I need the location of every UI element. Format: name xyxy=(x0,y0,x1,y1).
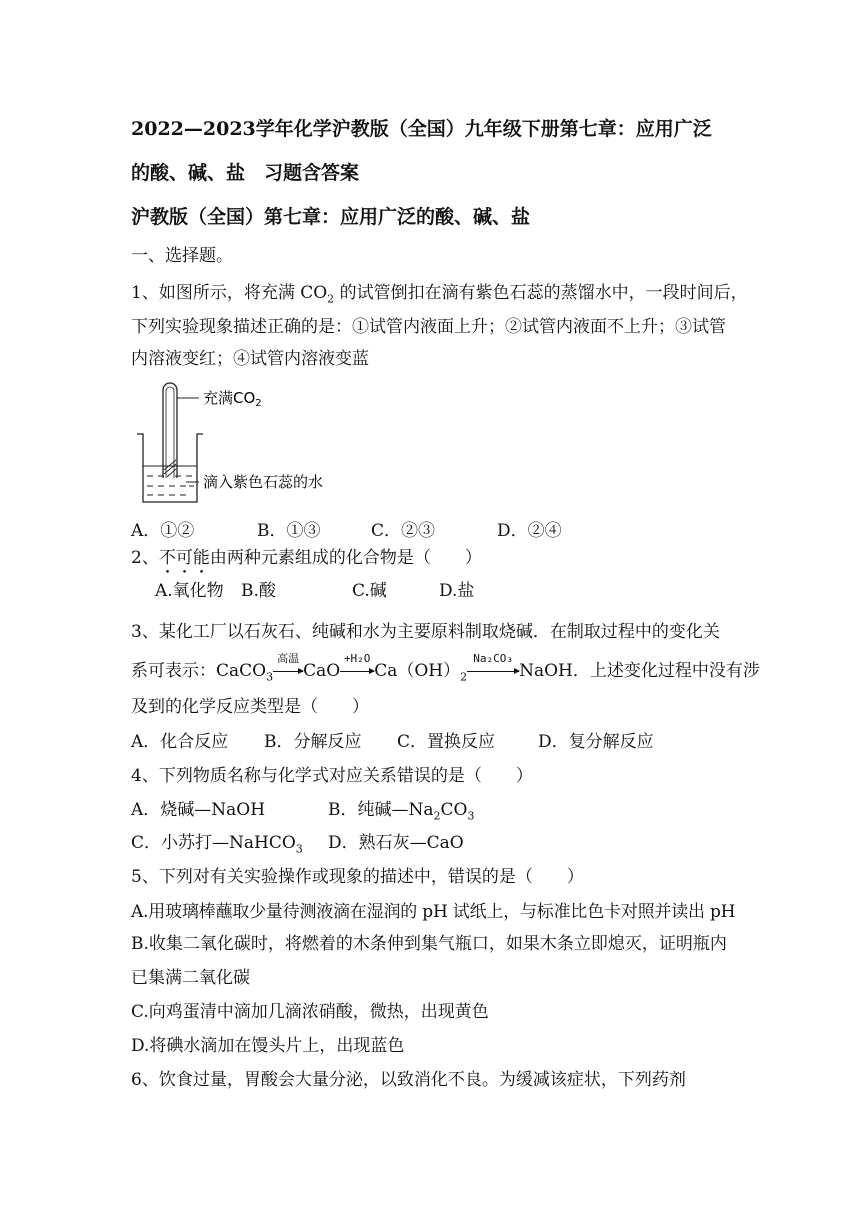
fig-label-water: 滴入紫色石蕊的水 xyxy=(203,473,324,491)
q5-option-a: A.用玻璃棒蘸取少量待测液滴在湿润的 pH 试纸上，与标准比色卡对照并读出 pH xyxy=(131,902,736,922)
q4-option-d: D．熟石灰—CaO xyxy=(328,833,464,853)
q1-text: 1、如图所示，将充满 CO xyxy=(131,283,328,303)
q3-line-1: 3、某化工厂以石灰石、纯碱和水为主要原料制取烧碱．在制取过程中的变化关 xyxy=(131,622,720,642)
q1-line-2: 下列实验现象描述正确的是：①试管内液面上升；②试管内液面不上升；③试管 xyxy=(131,317,726,337)
q3-sub-3: 3 xyxy=(266,670,274,684)
q5-option-c: C.向鸡蛋清中滴加几滴浓硝酸，微热，出现黄色 xyxy=(131,1002,489,1022)
q2-stem xyxy=(131,547,482,578)
q2-emphasis: 不可能 xyxy=(158,548,210,568)
q1-option-c: C．②③ xyxy=(371,521,436,541)
q3-cao: CaO xyxy=(303,661,341,681)
fig-label-co2: 充满$CO_2$ xyxy=(203,389,262,409)
q4-stem: 4、下列物质名称与化学式对应关系错误的是（ ） xyxy=(131,766,533,786)
q1-figure xyxy=(131,378,361,508)
q3-option-c: C．置换反应 xyxy=(397,732,496,752)
q6-line-1: 6、饮食过量，胃酸会大量分泌，以致消化不良。为缓减该症状，下列药剂 xyxy=(131,1070,686,1090)
q2-option-b: B.酸 xyxy=(241,581,276,601)
q4-option-a: A．烧碱—NaOH xyxy=(131,800,266,820)
q3-option-a: A．化合反应 xyxy=(131,732,229,752)
q3-caoh2: Ca（OH） xyxy=(374,661,461,681)
reaction-arrow-2 xyxy=(340,652,374,682)
section-heading: 一、选择题。 xyxy=(131,246,233,266)
q4-b-mid: CO xyxy=(440,800,468,820)
q5-option-b-line-2: 已集满二氧化碳 xyxy=(131,968,250,988)
q5-option-d: D.将碘水滴加在馒头片上，出现蓝色 xyxy=(131,1036,405,1056)
arrow-condition-2: +H₂O xyxy=(343,652,371,665)
q4-c-sub: 3 xyxy=(295,842,303,856)
q1-line-1 xyxy=(131,282,748,310)
q4-b-sub1: 2 xyxy=(433,809,441,823)
doc-title-line-1: 2022—2023学年化学沪教版（全国）九年级下册第七章：应用广泛 xyxy=(131,118,712,140)
q2-prefix: 2、 xyxy=(131,548,159,568)
q1-option-b: B．①③ xyxy=(257,521,321,541)
reaction-arrow-3 xyxy=(467,652,519,682)
doc-title-line-2: 的酸、碱、盐 习题含答案 xyxy=(131,162,360,184)
q1-sub: 2 xyxy=(327,292,335,306)
q1-option-d: D．②④ xyxy=(497,521,562,541)
q4-option-c xyxy=(131,832,303,860)
q2-option-a: A.氧化物 xyxy=(155,581,224,601)
q1-option-a: A．①② xyxy=(131,521,195,541)
q5-stem: 5、下列对有关实验操作或现象的描述中，错误的是（ ） xyxy=(131,867,584,887)
q3-naoh: NaOH．上述变化过程中没有涉 xyxy=(519,661,760,681)
q1-text-post: 的试管倒扣在滴有紫色石蕊的蒸馏水中，一段时间后， xyxy=(334,283,748,303)
q2-option-c: C.碱 xyxy=(352,581,387,601)
q3-line-2 xyxy=(131,652,760,688)
q2-option-d: D.盐 xyxy=(439,581,475,601)
q4-c-text: C．小苏打—NaHCO xyxy=(131,833,296,853)
q4-b-sub2: 3 xyxy=(467,809,475,823)
q3-caco3: 系可表示：CaCO xyxy=(131,661,267,681)
q4-b-text: B．纯碱—Na xyxy=(328,800,434,820)
q3-option-b: B．分解反应 xyxy=(264,732,362,752)
doc-subtitle: 沪教版（全国）第七章：应用广泛的酸、碱、盐 xyxy=(131,206,531,228)
q3-sub-2: 2 xyxy=(460,670,468,684)
arrow-condition-1: 高温 xyxy=(277,652,300,665)
reaction-arrow-1 xyxy=(273,652,303,682)
q1-line-3: 内溶液变红；④试管内溶液变蓝 xyxy=(131,349,369,369)
q3-line-3: 及到的化学反应类型是（ ） xyxy=(131,697,369,717)
q3-option-d: D．复分解反应 xyxy=(538,732,654,752)
q5-option-b-line-1: B.收集二氧化碳时，将燃着的木条伸到集气瓶口，如果木条立即熄灭，证明瓶内 xyxy=(131,934,727,954)
test-tube-diagram xyxy=(131,378,361,508)
q4-option-b xyxy=(328,799,474,827)
arrow-condition-3: Na₂CO₃ xyxy=(473,652,513,665)
q2-rest: 由两种元素组成的化合物是（ ） xyxy=(209,548,482,568)
